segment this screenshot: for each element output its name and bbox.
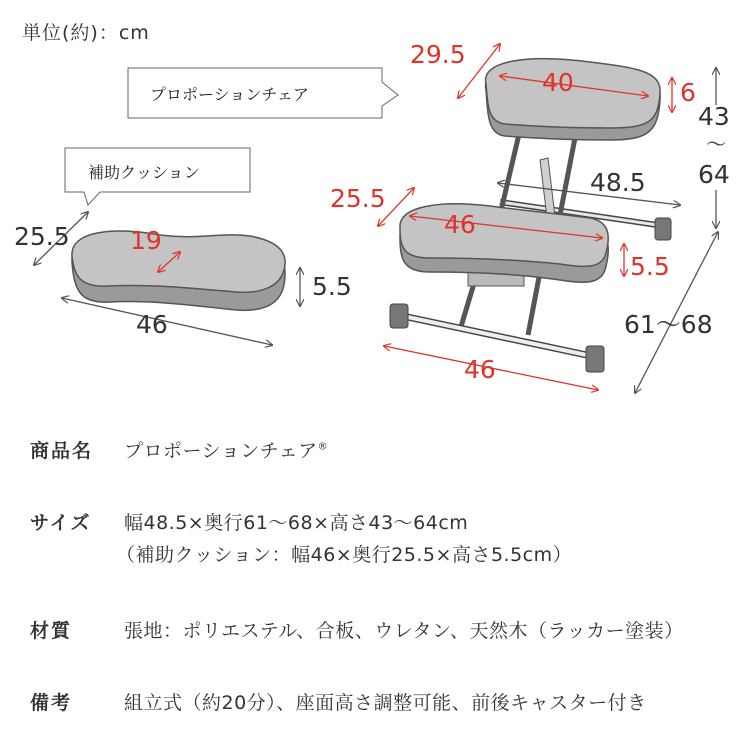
dim-height-top: 43 — [698, 102, 730, 131]
dim-seat-width: 40 — [542, 68, 574, 97]
spec-key: サイズ — [30, 512, 92, 534]
dim-knee-thickness: 5.5 — [630, 252, 670, 281]
spec-key: 材質 — [30, 620, 73, 642]
dim-knee-depth: 25.5 — [330, 184, 386, 213]
spec-value: 組立式（約20分）、座面高さ調整可能、前後キャスター付き — [124, 692, 647, 714]
dim-floor-length: 61～68 — [624, 310, 713, 339]
cushion-illustration — [72, 231, 285, 310]
dim-base-width: 46 — [464, 355, 496, 384]
spec-value: プロポーションチェア — [124, 440, 318, 462]
spec-value: 張地：ポリエステル、合板、ウレタン、天然木（ラッカー塗装） — [124, 620, 684, 642]
spec-value: 幅48.5×奥行61～68×高さ43～64cm — [124, 512, 469, 534]
dim-seat-depth: 29.5 — [410, 40, 466, 69]
spec-key: 商品名 — [30, 440, 94, 462]
dim-seat-thickness: 6 — [680, 78, 696, 107]
dim-cushion-width: 46 — [136, 310, 168, 339]
dim-cushion-inner: 19 — [130, 226, 162, 255]
dim-knee-width: 46 — [444, 210, 476, 239]
callout-chair: プロポーションチェア — [150, 85, 309, 104]
dim-cushion-depth: 25.5 — [14, 222, 70, 251]
dim-height-sep: ～ — [706, 132, 726, 156]
registered-mark: ® — [317, 441, 329, 453]
unit-label: 単位(約)：cm — [22, 22, 150, 44]
spec-value: （補助クッション：幅46×奥行25.5×高さ5.5cm） — [116, 544, 573, 566]
spec-key: 備考 — [30, 692, 73, 714]
dim-frame-width: 48.5 — [590, 168, 646, 197]
callout-cushion: 補助クッション — [88, 163, 200, 182]
dim-height-bottom: 64 — [698, 160, 730, 189]
dim-cushion-thickness: 5.5 — [312, 272, 352, 301]
